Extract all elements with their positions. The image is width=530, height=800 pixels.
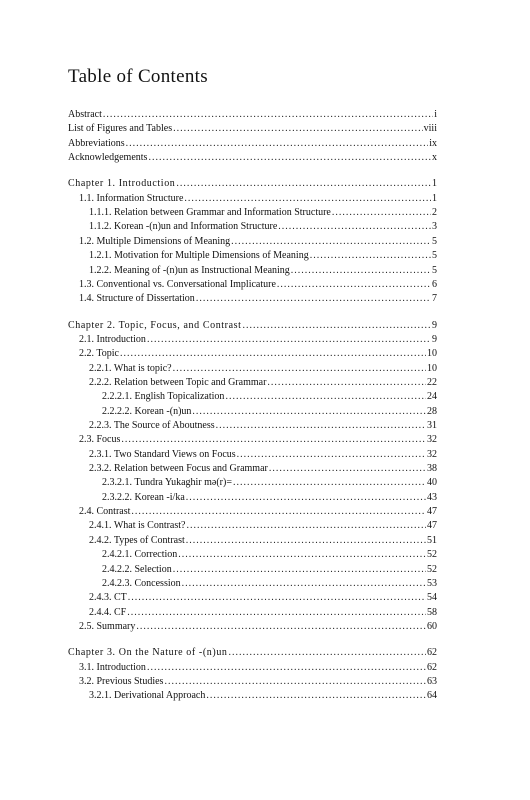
toc-entry-label: 1.1. Information Structure xyxy=(79,192,184,204)
toc-entry-label: Chapter 3. On the Nature of -(n)un xyxy=(68,647,228,659)
toc-entry[interactable] xyxy=(68,108,437,122)
toc-entry-page: 2 xyxy=(432,207,437,219)
toc-entry-page: 51 xyxy=(427,534,437,546)
toc-entry[interactable] xyxy=(68,122,437,136)
toc-entry[interactable] xyxy=(89,591,437,605)
dot-leader xyxy=(186,491,426,505)
dot-leader xyxy=(216,419,426,433)
toc-entry-page: 28 xyxy=(427,405,437,417)
dot-leader xyxy=(196,292,431,306)
toc-entry[interactable] xyxy=(89,264,437,278)
toc-entry-label: 2.1. Introduction xyxy=(79,333,146,345)
toc-entry-label: 2.2.1. What is topic? xyxy=(89,362,172,374)
toc-entry-label: 2.4. Contrast xyxy=(79,506,131,518)
toc-entry-label: 2.2.2. Relation between Topic and Grammar xyxy=(89,376,267,388)
toc-entry-label: 3.2.1. Derivational Approach xyxy=(89,690,206,702)
toc-entry[interactable] xyxy=(89,206,437,220)
toc-entry[interactable] xyxy=(89,519,437,533)
toc-entry-page: 32 xyxy=(427,448,437,460)
dot-leader xyxy=(173,563,426,577)
toc-entry-page: 1 xyxy=(432,178,437,190)
dot-leader xyxy=(231,235,431,249)
dot-leader xyxy=(131,505,426,519)
toc-entry-page: 54 xyxy=(427,592,437,604)
toc-entry-label: Abbreviations xyxy=(68,137,125,149)
toc-entry[interactable] xyxy=(102,491,437,505)
toc-entry-label: 1.3. Conventional vs. Conversational Implicature xyxy=(79,278,276,290)
toc-entry-label: List of Figures and Tables xyxy=(68,123,173,135)
toc-entry-label: 1.1.1. Relation between Grammar and Information Structure xyxy=(89,207,331,219)
toc-entry-label: Chapter 2. Topic, Focus, and Contrast xyxy=(68,319,242,331)
toc-entry[interactable] xyxy=(79,661,437,675)
toc-entry-page: 6 xyxy=(432,278,437,290)
toc-entry-page: 31 xyxy=(427,420,437,431)
toc-entry[interactable] xyxy=(102,577,437,591)
toc-entry-page: 32 xyxy=(427,434,437,446)
toc-entry-page: 53 xyxy=(427,577,437,589)
dot-leader xyxy=(225,390,426,404)
toc-entry-label: 2.2. Topic xyxy=(79,348,119,360)
toc-entry-page: 3 xyxy=(432,221,437,233)
toc-entry[interactable] xyxy=(102,548,437,562)
toc-entry-label: 2.3.2.2. Korean -i/ka xyxy=(102,491,185,503)
toc-entry[interactable] xyxy=(89,376,437,390)
toc-entry-page: viii xyxy=(423,123,437,135)
dot-leader xyxy=(277,278,431,292)
toc-entry-label: 3.2. Previous Studies xyxy=(79,675,164,687)
page-title: Table of Contents xyxy=(68,66,208,87)
toc-entry-label: 2.2.2.2. Korean -(n)un xyxy=(102,405,192,417)
dot-leader xyxy=(127,606,426,620)
toc-entry-page: 10 xyxy=(427,348,437,360)
toc-entry-page: 47 xyxy=(427,506,437,518)
dot-leader xyxy=(184,192,431,206)
dot-leader xyxy=(126,137,429,151)
toc-entry-label: 2.2.2.1. English Topicalization xyxy=(102,391,225,403)
toc-entry-page: 22 xyxy=(427,376,437,388)
dot-leader xyxy=(120,347,426,361)
toc-entry[interactable] xyxy=(102,390,437,404)
toc-entry-page: x xyxy=(432,152,437,164)
toc-entry[interactable] xyxy=(68,137,437,151)
toc-chapter-heading[interactable] xyxy=(68,177,437,191)
toc-entry-page: 38 xyxy=(427,463,437,475)
dot-leader xyxy=(147,661,426,675)
toc-entry-label: Acknowledgements xyxy=(68,152,148,164)
toc-entry-label: 1.4. Structure of Dissertation xyxy=(79,293,195,305)
toc-entry-label: 3.1. Introduction xyxy=(79,661,146,673)
toc-entry[interactable] xyxy=(79,292,437,306)
toc-entry-page: 64 xyxy=(427,690,437,702)
toc-entry-label: 2.3.2.1. Tundra Yukaghir mə(r)= xyxy=(102,477,232,489)
toc-entry-label: 1.1.2. Korean -(n)un and Information Structure xyxy=(89,221,278,233)
toc-entry-page: 63 xyxy=(427,675,437,687)
toc-entry-page: 47 xyxy=(427,520,437,532)
dot-leader xyxy=(229,646,426,660)
dot-leader xyxy=(103,108,433,122)
toc-entry[interactable] xyxy=(79,333,437,347)
toc-entry[interactable] xyxy=(89,534,437,548)
toc-entry-page: 62 xyxy=(427,647,437,659)
dot-leader xyxy=(192,405,426,419)
toc-entry[interactable] xyxy=(89,689,437,703)
toc-entry-page: 43 xyxy=(427,491,437,503)
toc-entry-page: 5 xyxy=(432,235,437,247)
toc-entry-label: 2.4.3. CT xyxy=(89,592,127,604)
toc-entry-page: 24 xyxy=(427,391,437,403)
toc-entry[interactable] xyxy=(102,563,437,577)
toc-entry-label: 2.3. Focus xyxy=(79,434,121,446)
toc-entry-page: ix xyxy=(429,137,437,149)
dot-leader xyxy=(269,462,426,476)
toc-entry[interactable] xyxy=(79,192,437,206)
dot-leader xyxy=(147,333,431,347)
dot-leader xyxy=(182,577,426,591)
toc-entry[interactable] xyxy=(89,249,437,263)
dot-leader xyxy=(178,548,426,562)
toc-entry-page: 5 xyxy=(432,250,437,262)
dot-leader xyxy=(148,151,431,165)
toc-entry[interactable] xyxy=(79,620,437,634)
dot-leader xyxy=(237,448,426,462)
toc-entry[interactable] xyxy=(102,476,437,490)
dot-leader xyxy=(186,519,426,533)
toc-entry-label: 2.4.2.3. Concession xyxy=(102,577,181,589)
toc-entry-label: Chapter 1. Introduction xyxy=(68,178,176,190)
toc-entry-page: 40 xyxy=(427,477,437,489)
toc-entry-label: 2.3.1. Two Standard Views on Focus xyxy=(89,448,236,460)
toc-entry-page: 58 xyxy=(427,606,437,618)
toc-chapter-heading[interactable] xyxy=(68,646,437,660)
toc-entry-page: 52 xyxy=(427,563,437,575)
dot-leader xyxy=(267,376,426,390)
toc-entry-label: 1.2. Multiple Dimensions of Meaning xyxy=(79,235,231,247)
toc-entry-label: 2.4.2. Types of Contrast xyxy=(89,534,185,546)
dot-leader xyxy=(243,319,431,333)
toc-entry-page: 10 xyxy=(427,362,437,374)
toc-entry-page: i xyxy=(434,109,437,120)
toc-entry[interactable] xyxy=(79,505,437,519)
toc-entry[interactable] xyxy=(79,675,437,689)
dot-leader xyxy=(206,689,426,703)
toc-entry[interactable] xyxy=(89,419,437,433)
toc-entry-page: 5 xyxy=(432,264,437,276)
toc-entry-page: 9 xyxy=(432,333,437,345)
toc-entry-label: 2.4.4. CF xyxy=(89,606,127,618)
dot-leader xyxy=(278,220,431,234)
toc-entry[interactable] xyxy=(89,606,437,620)
toc-entry[interactable] xyxy=(89,362,437,376)
toc-entry[interactable] xyxy=(79,433,437,447)
toc-entry[interactable] xyxy=(79,347,437,361)
toc-entry-label: 2.4.2.1. Correction xyxy=(102,549,178,561)
dot-leader xyxy=(310,249,431,263)
toc-entry[interactable] xyxy=(89,220,437,234)
toc-chapter-heading[interactable] xyxy=(68,319,437,333)
dot-leader xyxy=(332,206,431,220)
toc-entry-page: 62 xyxy=(427,661,437,673)
toc-entry-page: 9 xyxy=(432,319,437,331)
toc-entry[interactable] xyxy=(68,151,437,165)
dot-leader xyxy=(233,476,426,490)
dot-leader xyxy=(121,433,426,447)
toc-entry-label: 2.5. Summary xyxy=(79,620,136,632)
toc-entry-page: 1 xyxy=(432,192,437,204)
toc-entry[interactable] xyxy=(89,448,437,462)
dot-leader xyxy=(291,264,431,278)
dot-leader xyxy=(173,362,426,376)
toc-entry-page: 60 xyxy=(427,620,437,632)
toc-entry-label: 2.4.2.2. Selection xyxy=(102,563,172,575)
toc-entry[interactable] xyxy=(79,235,437,249)
toc-entry-label: 2.2.3. The Source of Aboutness xyxy=(89,420,215,431)
toc-entry-label: 2.4.1. What is Contrast? xyxy=(89,520,186,532)
toc-entry-label: Abstract xyxy=(68,109,102,120)
toc-entry-label: 1.2.2. Meaning of -(n)un as Instructional Meaning xyxy=(89,264,290,276)
toc-entry-label: 1.2.1. Motivation for Multiple Dimensions of Meaning xyxy=(89,250,309,262)
dot-leader xyxy=(164,675,426,689)
dot-leader xyxy=(128,591,426,605)
dot-leader xyxy=(176,177,431,191)
dot-leader xyxy=(136,620,426,634)
dot-leader xyxy=(173,122,423,136)
toc-entry-page: 7 xyxy=(432,293,437,305)
toc-entry[interactable] xyxy=(89,462,437,476)
toc-entry[interactable] xyxy=(79,278,437,292)
dot-leader xyxy=(186,534,426,548)
toc-entry-page: 52 xyxy=(427,549,437,561)
toc-entry[interactable] xyxy=(102,405,437,419)
toc-entry-label: 2.3.2. Relation between Focus and Grammar xyxy=(89,463,268,475)
